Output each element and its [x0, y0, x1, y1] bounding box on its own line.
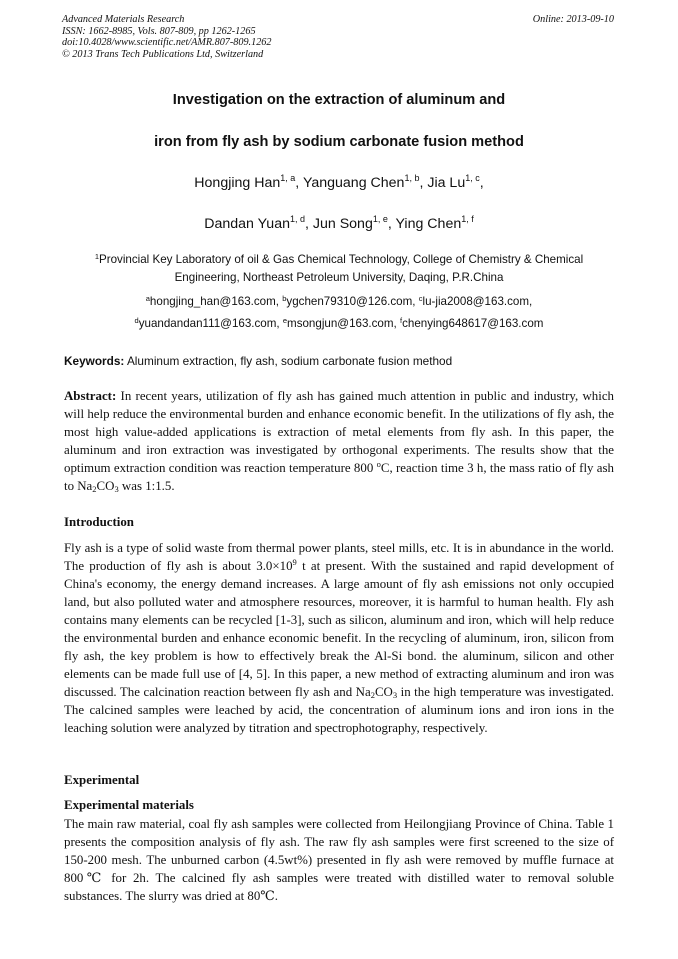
author-name: Dandan Yuan [204, 216, 290, 232]
doi-line: doi:10.4028/www.scientific.net/AMR.807-809.1262 [62, 37, 272, 49]
author-name: Hongjing Han [194, 175, 281, 191]
abstract-text: CO [96, 479, 115, 493]
intro-text: in the high temperature was investigated. The calcined samples were leached by acid, the concentration of aluminum ions and iron ions in the leaching solution were analyzed by titration and spectrophotography, respectively. [64, 685, 615, 735]
author-sup: 1, b [404, 173, 420, 183]
affiliation-text: Provincial Key Laboratory of oil & Gas Chemical Technology, College of Chemistry & Chemical [99, 253, 584, 266]
email-sup: a [145, 294, 150, 303]
materials-paragraph: The main raw material, coal fly ash samples were collected from Heilongjiang Province of China. Table 1 presents the composition analysis of fly ash. The raw fly ash samples were first screened to the size of 150-200 mesh. The unburned carbon (4.5wt%) presented in fly ash were removed by muffle furnace at 800℃ for 2h. The calcined fly ash samples were treated with distilled water to removal soluble substances. The slurry was dried at 80℃. [64, 817, 614, 903]
author-name: Yanguang Chen [302, 175, 405, 191]
journal-header [62, 14, 271, 60]
introduction-paragraph [64, 539, 614, 737]
online-date: Online: 2013-09-10 [532, 14, 614, 25]
email-sup: d [134, 316, 139, 325]
affiliation [0, 251, 678, 287]
issn-line: ISSN: 1662-8985, Vols. 807-809, pp 1262-1265 [62, 25, 256, 37]
subscript: 3 [114, 484, 119, 494]
email-sup: f [400, 316, 403, 325]
intro-text: Fly ash is a type of solid waste from thermal power plants, steel mills, etc. It is in abundance in the world. The production of fly ash is about 3.0×10 [64, 541, 614, 573]
exponent-sup: 9 [292, 557, 297, 567]
email-link[interactable]: yuandandan111@163.com [138, 317, 277, 330]
email-sup: b [282, 294, 287, 303]
affiliation-line-1 [0, 251, 678, 269]
subscript: 2 [370, 690, 375, 700]
copyright-line: © 2013 Trans Tech Publications Ltd, Switzerland [62, 48, 264, 60]
paper-title-line-2: iron from fly ash by sodium carbonate fusion method [154, 134, 524, 150]
keywords-label: Keywords: [64, 354, 125, 368]
degree-sup: o [376, 459, 381, 469]
email-line-1: $^a$hongjing_han@163.com, $^b$ygchen79310@126.com, $^c$lu-jia2008@163.com, [145, 294, 533, 308]
affiliation-line-2: Engineering, Northeast Petroleum University, Daqing, P.R.China [174, 271, 504, 284]
author-line-1: Hongjing Han$^{1, a}$, Yanguang Chen$^{1, b}$, Jia Lu$^{1, c}$, [194, 173, 484, 191]
intro-text: CO [374, 685, 393, 699]
author-sup: 1, e [372, 214, 388, 224]
abstract-text: C, reaction time 3 h, the mass ratio of fly ash to Na [64, 461, 614, 493]
email-link[interactable]: lu-jia2008@163.com [422, 295, 530, 308]
email-line-2: $^d$yuandandan111@163.com, $^e$msongjun@163.com, $^f$chenying648617@163.com [134, 316, 544, 330]
keywords-text: Aluminum extraction, fly ash, sodium carbonate fusion method [124, 354, 453, 368]
subsection-heading-materials: Experimental materials [64, 798, 194, 812]
affiliation-sup: 1 [94, 252, 99, 261]
author-sup: 1, a [280, 173, 296, 183]
subscript: 2 [92, 484, 97, 494]
author-name: Ying Chen [395, 216, 462, 232]
abstract-text: was 1:1.5. [118, 479, 175, 493]
email-sup: c [418, 294, 423, 303]
author-sup: 1, d [289, 214, 305, 224]
author-name: Jia Lu [427, 175, 466, 191]
intro-text: t at present. With the sustained and rapid development of China's economy, the energy demand increases. A large amount of fly ash emissions not only occupied land, but also polluted water and atmosphere resources, moreover, it is harmful to human health. Fly ash contains many elements can be recycled [1-3], such as silicon, aluminum and iron, which will help reduce the environmental burden and enhance economic benefit. In the recycling of aluminum, iron, silicon from fly ash, the key problem is how to effectively break the Al-Si bond. the aluminum, silicon and other elements can be made full use of [4, 5]. In this paper, a new method of extracting aluminum and iron was discussed. The calcination reaction between fly ash and Na [64, 559, 614, 699]
journal-name: Advanced Materials Research [62, 14, 185, 25]
abstract [64, 387, 614, 495]
abstract-label: Abstract: [64, 389, 117, 403]
email-link[interactable]: ygchen79310@126.com [286, 295, 413, 308]
author-line-2: Dandan Yuan$^{1, d}$, Jun Song$^{1, e}$, Ying Chen$^{1, f}$ [204, 214, 474, 232]
subscript: 3 [392, 690, 398, 700]
section-heading-introduction: Introduction [64, 515, 134, 529]
email-link[interactable]: msongjun@163.com [287, 317, 394, 330]
section-heading-experimental: Experimental [64, 773, 140, 787]
paper-title-line-1: Investigation on the extraction of aluminum and [172, 92, 506, 108]
keywords [64, 354, 614, 368]
email-sup: e [282, 316, 288, 325]
abstract-text: In recent years, utilization of fly ash has gained much attention in public and industry, which will help reduce the environmental burden and enhance economic benefit. In the utilizations of fly ash, the most high value-added applications is extraction of metal elements from fly ash. In this paper, the aluminum and iron extraction was investigated by orthogonal experiments. The results show that the optimum extraction condition was reaction temperature 800 [64, 389, 614, 475]
email-link[interactable]: hongjing_han@163.com [149, 295, 276, 308]
email-link[interactable]: chenying648617@163.com [402, 317, 544, 330]
author-sup: 1, c [465, 173, 480, 183]
author-sup: 1, f [461, 214, 474, 224]
author-name: Jun Song [312, 216, 373, 232]
